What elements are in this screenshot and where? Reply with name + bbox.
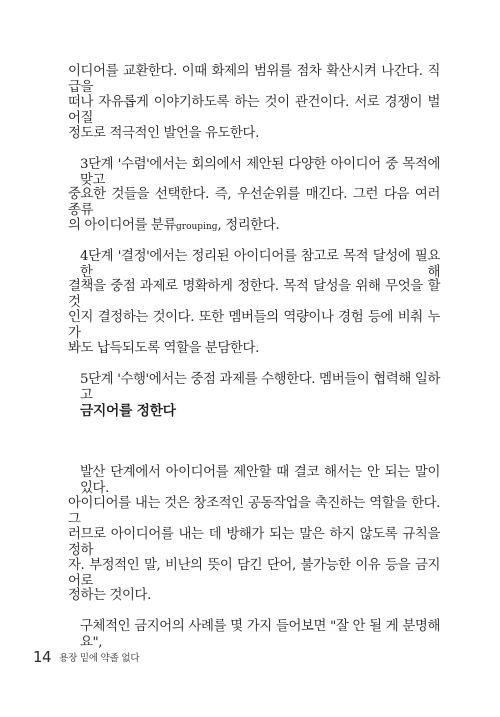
- body-text-line: 이디어를 교환한다. 이때 화제의 범위를 점차 확산시켜 나간다. 직급을: [68, 64, 440, 95]
- body-text-line: 러므로 아이디어를 내는 데 방해가 되는 말은 하지 않도록 규칙을 정하: [68, 527, 440, 558]
- body-text-line: 3단계 '수렴'에서는 회의에서 제안된 다양한 아이디어 중 목적에 맞고: [80, 157, 440, 188]
- body-text-line: 아이디어를 내는 것은 창조적인 공동작업을 촉진하는 역할을 한다. 그: [68, 496, 440, 527]
- body-text-line: 인지 결정하는 것이다. 또한 멤버들의 역량이나 경험 등에 비춰 누가: [68, 310, 440, 341]
- body-text-segment: 의 아이디어를 분류: [68, 218, 176, 233]
- body-text-line: 발산 단계에서 아이디어를 제안할 때 결코 해서는 안 되는 말이 있다.: [80, 465, 440, 496]
- page-footer: [33, 647, 139, 666]
- body-text-line: 정하는 것이다.: [68, 588, 151, 603]
- body-text-line: 결책을 중점 과제로 명확하게 정한다. 목적 달성을 위해 무엇을 할 것: [68, 279, 440, 310]
- english-term: grouping: [176, 222, 218, 232]
- body-text-segment: , 정리한다.: [217, 218, 280, 233]
- body-text-line: 구체적인 금지어의 사례를 몇 가지 들어보면 "잘 안 될 게 분명해요",: [80, 619, 440, 650]
- body-text-line: 정도로 적극적인 발언을 유도한다.: [68, 126, 259, 141]
- body-text-line: 떠나 자유롭게 이야기하도록 하는 것이 관건이다. 서로 경쟁이 벌어질: [68, 95, 440, 126]
- body-text-line: [68, 218, 440, 235]
- page-number: 14: [33, 648, 52, 666]
- body-text-line: 봐도 납득되도록 역할을 분담한다.: [68, 341, 259, 356]
- section-heading: 금지어를 정한다: [80, 403, 176, 419]
- body-text-line: 중요한 것들을 선택한다. 즉, 우선순위를 매긴다. 그런 다음 여러 종류: [68, 187, 440, 218]
- body-text-line: 5단계 '수행'에서는 중점 과제를 수행한다. 멤버들이 협력해 일하고: [80, 372, 440, 403]
- running-title: 용장 밑에 약졸 없다: [59, 653, 140, 664]
- body-text-line: 자. 부정적인 말, 비난의 뜻이 담긴 단어, 불가능한 이유 등을 금지어로: [68, 558, 440, 589]
- body-text-line: 4단계 '결정'에서는 정리된 아이디어를 참고로 목적 달성에 필요한 해: [80, 249, 440, 280]
